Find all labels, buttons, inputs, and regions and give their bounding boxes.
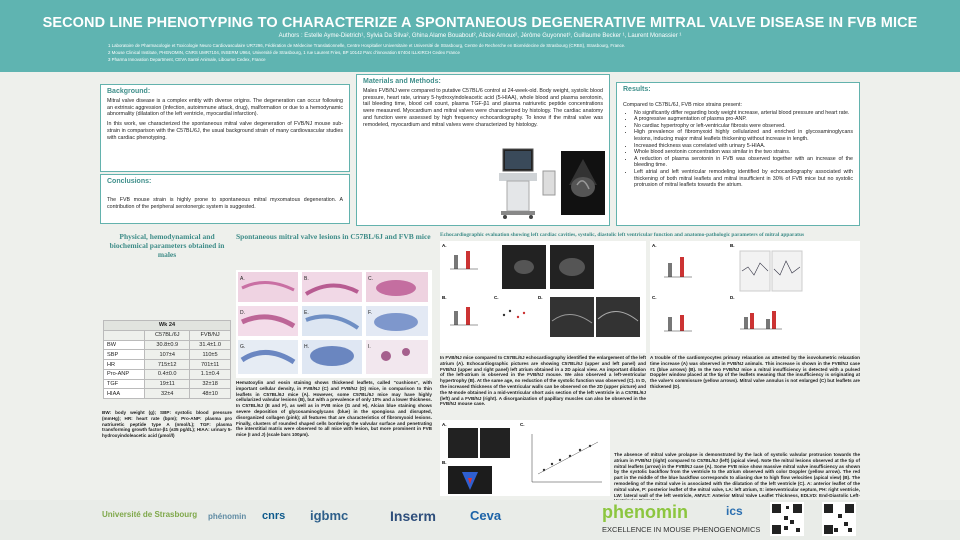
affiliation-1: 1 Laboratoire de Pharmacologie et Toxicologie Neuro Cardiovasculaire UR7296, Fédération de Médecine Translationnelle, Centre Hospitalier Universitaire et Université de Strasbourg, Centre de Recherche en Biomédecine de Strasbourg (CRBS), Strasbourg, France. [108,43,626,48]
table-caption: Wk 24 [104,321,231,331]
row-label: HR [104,360,145,370]
results-heading: Results: [623,86,651,93]
svg-text:I.: I. [368,344,371,350]
svg-text:A.: A. [442,422,447,427]
ics-logo: ics [726,504,743,518]
svg-text:H.: H. [304,344,309,350]
background-box [100,84,350,172]
table-header-row [104,330,231,340]
echo-figure-left [440,241,646,353]
parameters-table [103,320,231,399]
svg-text:B.: B. [442,460,447,465]
row-label: SBP [104,350,145,360]
svg-text:B.: B. [442,295,447,300]
results-intro: Compared to C57BL/6J, FVB mice strains present: [623,102,742,108]
qr-code-icon [770,502,804,536]
cnrs-logo: cnrs [262,510,286,522]
lesions-caption: Hematoxylin and eosin staining shows thickened leaflets, called "cushions", with important cellular density, in FVB/NJ (C) and FVB/NJ (D) mice, in comparison to thin leaflets in C57BL/6J mice (A). However, some C57BL/6J mice may have highly cellularized valvular lesions (B), but with a prevalence of only 10% and a lower thickness. In C57BL/6J (E and F), as well as in FVB mice (G and H), Alcian blue staining shows severe deposition of glycosaminoglycans (blue) in the spongiosa and disrupted, disorganized collagen (pink); all features that are characteristics of fibromyxoid lesions. Finally, clusters of rounded shaped cells bordering the valvular surface and penetrating the interstitial matrix were observed to all mice with lesion, but more prominent in FVB mice (I and J) (scale bars 100µm). [236,380,432,438]
phenomin-brand: phenomin [602,502,688,522]
svg-text:C.: C. [494,295,499,300]
svg-text:C.: C. [652,295,657,300]
methods-box [356,74,610,226]
affiliation-3: 3 Pharma Innovation Department, CEVA Santé Animale, Libourne Cedex, France [108,57,266,62]
row-label: BW [104,340,145,350]
conclusions-heading: Conclusions: [107,178,152,185]
authors-line: Authors : Estelle Ayme-Dietrich¹, Sylvia Da Silva², Ghina Alame Bouabout², Alizée Arnoux², Jérôme Guyonnet³, Guillaume Becker ¹, Laurent Monassier ¹ [278,33,682,39]
svg-text:C.: C. [520,422,525,427]
table-row [104,340,231,350]
results-item: • No significantly differ regarding body weight increase, arterial blood pressure and heart rate. [634,110,853,117]
background-text [101,98,349,141]
table-header: C57BL/6J [145,330,190,340]
echo-panels-bottom [440,420,610,496]
table-header [104,330,145,340]
echo-caption-bottom: The absence of mitral valve prolapse is demonstrated by the lack of systolic valvular protrusion towards the atrium in FVB/NJ (right) compared to C57BL/6J (left) (apical view). Note the mitral lesions observed at the tip of mitral leaflets (arrow) in the FVB/NJ case (A). Some FVB mice show massive mitral valve insufficiency as shown by the systolic backflow from the ventricle to the atrium observed with color Doppler (yellow arrow). The red part in the middle of the blue backflow corresponds to aliasing due to high flow velocities (apical view) (B). The remodeling of the mitral valve is associated with the dilatation of the left ventricle (C). A: anterior leaflet of the mitral valve, P: posterior leaflet of the mitral valve, LA: left atrium, S: interventricular septum, PH: right ventricle, LW: lateral wall of the left ventricle, AMVLT: Anterior Mitral Valve Leaflet Thickness, EDLVD: End-Diastolic Left- [614,452,860,498]
qr-code-icon [822,502,856,536]
echo-panels-left [440,241,646,353]
svg-text:G.: G. [240,344,246,350]
row-label: TGF [104,379,145,389]
results-item: • Left atrial and left ventricular remodeling identified by echocardiography associated with thickening of both mitral leaflets and mitral insufficient in 30% of FVB mice but no systolic protrusion of mitral leaflets towards the atrium. [634,169,853,189]
table-row [104,360,231,370]
row-label: HIAA [104,389,145,399]
unistra-logo: Université de Strasbourg [102,510,198,519]
cell: 32±18 [190,379,231,389]
cell: 30.8±0.9 [145,340,190,350]
cell: 107±4 [145,350,190,360]
phenomin-logo-small: phénomin [208,512,247,521]
svg-text:D.: D. [538,295,543,300]
igbmc-logo: igbmc [310,508,349,523]
results-item: • A reduction of plasma serotonin in FVB was observed together with an increase of the bleeding time. [634,156,853,169]
echo-figure-right [650,241,860,353]
histology-panels [236,270,432,378]
footer-logos [0,500,960,540]
phenomin-tagline: EXCELLENCE IN MOUSE PHENOGENOMICS [602,525,761,534]
svg-text:F.: F. [368,310,372,316]
svg-text:D.: D. [730,295,735,300]
poster-title: SECOND LINE PHENOTYPING TO CHARACTERIZE A SPONTANEOUS DEGENERATIVE MITRAL VALVE DISEASE IN FVB MICE [42,15,918,31]
svg-text:B.: B. [304,276,309,282]
echo-figure-bottom [440,420,610,496]
results-item: • No cardiac hypertrophy or left-ventricular fibrosis were observed. [634,123,853,130]
conclusions-text: The FVB mouse strain is highly prone to spontaneous mitral myxomatous degeneration. A contribution of the peripheral serotonergic system is suggested. [107,197,343,210]
results-box [616,82,860,226]
svg-text:A.: A. [240,276,245,282]
echo-caption-right: A trouble of the cardiomyocytes primary relaxation as attested by the isovolumetric relaxation time increase (A) was observed in FVB/NJ animals. This increase is shown in the FVB/NJ case #1 (blue arrows) (B). In the two FVB/NJ mice a mitral insufficiency is detected with a pulsed Doppler window placed at the tip of the leaflets meaning that the insufficiency is originating at the valve's commissure (yellow arrows). Mitral valve annulus is not enlarged (C) but leaflets are thickened (D). [650,355,860,389]
methods-text: Males FVB/NJ were compared to putative C57BL/6 control at 24-week-old. Body weight, systolic blood pressure, heart rate, urinary 5-hydroxyindoleacetic acid (5-HIAA), whole blood and plasma serotonin, tail bleeding time, blood cell count, plasma TGF-β1 and plasma natriuretic peptide concentrations were measured. Myocardium and mitral valves were characterized by histology. The cardiac anatomy and function were assessed by high frequency echocardiography. To know if the mitral valve was remodeled, myocardium and mitral valves were characterized by histology. [363,88,603,128]
results-item: • A progressive augmentation of plasma pro-ANP. [634,116,853,123]
results-item: • High prevalence of fibromyxoid highly cellularized and enriched in glycosaminoglycans lesions, inducing major mitral leaflets thickening without increase in length. [634,129,853,142]
table-legend: BW: body weight (g); SBP: systolic blood pressure (mmHg); HR: heart rate (bpm); Pro-ANP: plasma pro natriuretic peptide type A (nmol/L); TGF: plasma transforming growth factor-β1 (±35 pg/dL); HIAA: urinary 5-hydroxyindoleacetic acid (µmol/l) [102,410,232,439]
affiliation-2: 2 Mouse Clinical Institute, PHENOMIN, CNRS UMR7104, INSERM U964, Université de Strasbourg, 1 rue Laurent Fries, BP 10142 Parc d'innovation 67404 ILLKIRCH Cedex France [108,50,460,55]
cell: 0.4±0.0 [145,369,190,379]
ceva-logo: Ceva [470,508,502,523]
lesions-heading: Spontaneous mitral valve lesions in C57BL/6J and FVB mice [236,232,431,241]
row-label: Pro-ANP [104,369,145,379]
table-row [104,369,231,379]
methods-heading: Materials and Methods: [363,78,441,85]
results-list [617,110,859,189]
table-row [104,389,231,399]
inserm-logo: Inserm [390,508,436,524]
background-heading: Background: [107,88,151,95]
svg-text:A.: A. [442,243,447,248]
poster-header [0,0,960,72]
cell: 1.1±0.4 [190,369,231,379]
results-item: • Increased thickness was correlated with urinary 5-HIAA. [634,143,853,150]
background-paragraph-2: In this work, we characterized the spontaneous mitral valve degeneration of FVB/NJ mouse sub-strain in comparison with the C57BL/6J, the usual background strain of many cardiovascular studies with cardiac phenotyping. [107,121,343,141]
svg-text:D.: D. [240,310,245,316]
echocardiography-machine-image [491,145,607,223]
echo-caption-left: In FVB/NJ mice compared to C57BL/6J echocardiography identified the enlargement of the left atrium (A). Echocardiographic pictures are showing C57BL/6J (upper and left panel) and FVB/NJ (upper and right panel) left atrium obtained in a 2D apical view. An important dilation of the left-atrium is observed in the FVB/NJ mouse. We also observed a left-ventricular hypertrophy (B). At the same age, no reduction of the systolic function was observed (C). In D, the increased thickness of the ventricular walls can be observed on the 2D (upper picture) and the M-mode obtained in a mid-ventricular short axis section of the left ventricle in a C57BL/6J (left) and a FVB/NJ (right). A disorganization of papillary muscles can also be observed in the FVB/NJ mouse case. [440,355,647,407]
table-row [104,379,231,389]
table-header: FVB/NJ [190,330,231,340]
results-item: • Whole blood serotonin concentration was similar in the two strains. [634,149,853,156]
cell: 31.4±1.0 [190,340,231,350]
cell: 48±10 [190,389,231,399]
svg-text:C.: C. [368,276,373,282]
cell: 701±11 [190,360,231,370]
cell: 715±12 [145,360,190,370]
background-paragraph-1: Mitral valve disease is a complex entity with diverse origins. The degeneration can occur following an extrinsic aggression (infection, autoimmune attack, drug), malformation or due to a hemodynamic abnormality (dilatation of the left ventricle, myocardial infarction). [107,98,343,118]
cell: 19±11 [145,379,190,389]
svg-text:B.: B. [730,243,735,248]
echo-panels-right [650,241,860,353]
svg-text:E.: E. [304,310,309,316]
table-row [104,350,231,360]
histology-figure [236,270,432,378]
physical-heading: Physical, hemodynamical and biochemical parameters obtained in males [109,232,225,259]
svg-text:A.: A. [652,243,657,248]
cell: 110±5 [190,350,231,360]
conclusions-box [100,174,350,224]
cell: 32±4 [145,389,190,399]
echo-heading: Echocardiographic evaluation showing left cardiac cavities, systolic, diastolic left ventricular function and anatomo-pathologic parameters of mitral apparatus [440,232,805,238]
